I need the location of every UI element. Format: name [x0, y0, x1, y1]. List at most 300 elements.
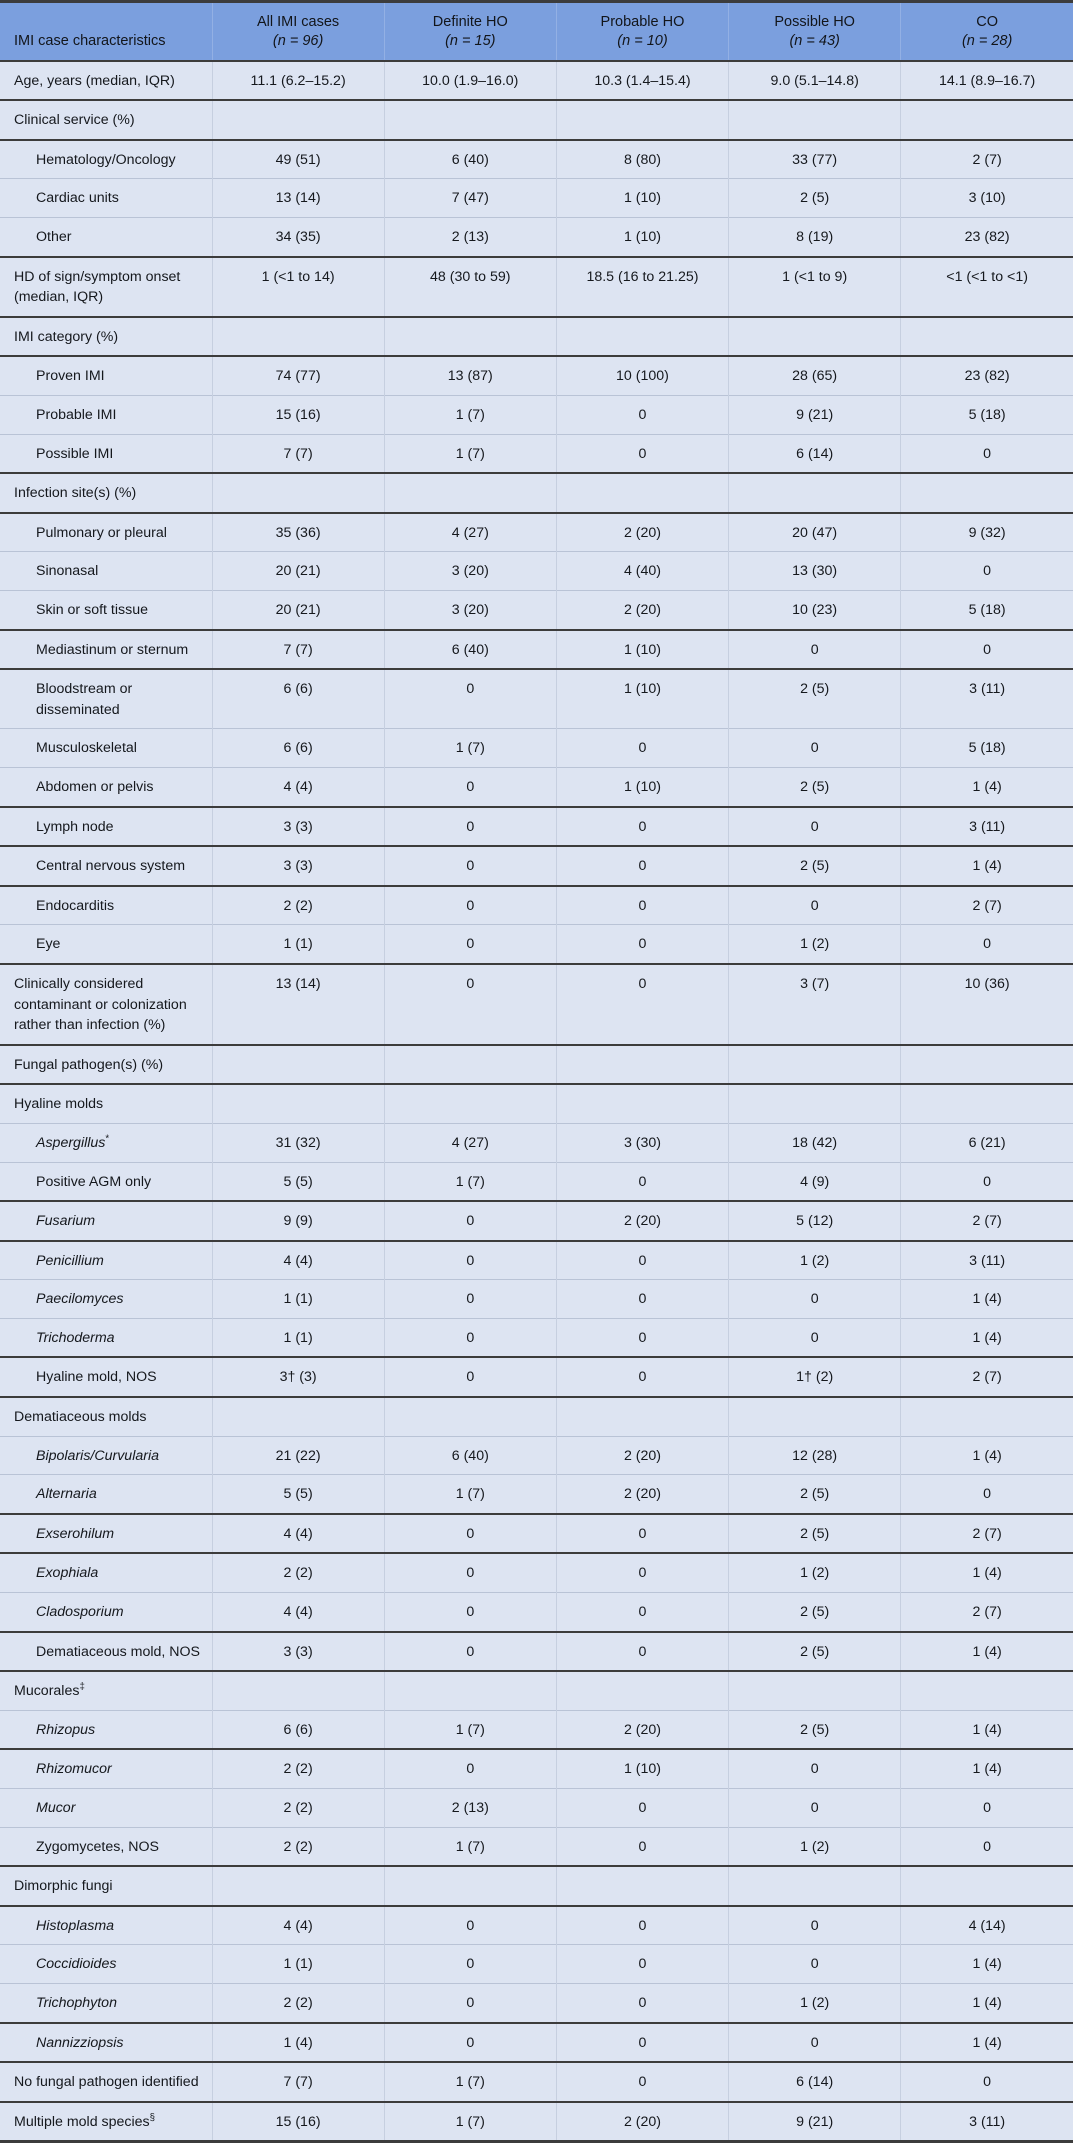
cell-probable-ho: 0	[556, 925, 728, 964]
row-label	[0, 1789, 212, 1828]
header-cell-possible-ho	[729, 3, 901, 61]
row-label-text: Dematiaceous molds	[14, 1409, 147, 1426]
cell-definite-ho: 0	[384, 1983, 556, 2022]
cell-definite-ho: 4 (27)	[384, 1123, 556, 1162]
table-row	[0, 846, 1073, 886]
cell-all-imi-cases: 15 (16)	[212, 396, 384, 435]
cell-all-imi-cases: 3 (3)	[212, 846, 384, 886]
row-label	[0, 552, 212, 591]
row-label-text: Mucor	[36, 1800, 76, 1816]
cell-all-imi-cases: 4 (4)	[212, 1241, 384, 1280]
cell-co: 3 (11)	[901, 1241, 1073, 1280]
table-row	[0, 767, 1073, 806]
cell-possible-ho: 0	[729, 1749, 901, 1788]
row-label	[0, 396, 212, 435]
footnote-marker: §	[149, 2112, 156, 2124]
row-label	[0, 1397, 212, 1436]
cell-definite-ho: 1 (7)	[384, 1710, 556, 1749]
row-label-text: Infection site(s) (%)	[14, 485, 137, 502]
cell-possible-ho: 9 (21)	[729, 396, 901, 435]
row-label-text: Hyaline molds	[14, 1096, 104, 1113]
row-label	[0, 1514, 212, 1554]
cell-possible-ho	[729, 1866, 901, 1906]
cell-co: 6 (21)	[901, 1123, 1073, 1162]
cell-co: 1 (4)	[901, 767, 1073, 806]
cell-all-imi-cases: 4 (4)	[212, 1906, 384, 1945]
cell-probable-ho: 1 (10)	[556, 767, 728, 806]
cell-all-imi-cases	[212, 1084, 384, 1123]
row-label-text: No fungal pathogen identified	[14, 2074, 199, 2091]
cell-all-imi-cases: 34 (35)	[212, 218, 384, 257]
table-row	[0, 434, 1073, 473]
row-label	[0, 846, 212, 886]
cell-all-imi-cases: 49 (51)	[212, 140, 384, 179]
table-section-row	[0, 1045, 1073, 1085]
cell-probable-ho: 4 (40)	[556, 552, 728, 591]
row-label	[0, 1241, 212, 1280]
row-label	[0, 1436, 212, 1475]
table-row	[0, 218, 1073, 257]
row-label	[0, 1357, 212, 1397]
cell-probable-ho: 0	[556, 1983, 728, 2022]
cell-probable-ho: 0	[556, 2062, 728, 2102]
row-label-text: Exserohilum	[36, 1525, 115, 1542]
cell-co: 2 (7)	[901, 1593, 1073, 1632]
cell-probable-ho	[556, 1045, 728, 1085]
row-label	[0, 1945, 212, 1984]
row-label-text: Possible IMI	[36, 445, 114, 462]
cell-possible-ho: 9.0 (5.1–14.8)	[729, 61, 901, 101]
cell-co: 1 (4)	[901, 1749, 1073, 1788]
cell-probable-ho	[556, 1671, 728, 1710]
cell-possible-ho: 2 (5)	[729, 669, 901, 729]
cell-definite-ho: 0	[384, 846, 556, 886]
cell-probable-ho: 3 (30)	[556, 1123, 728, 1162]
cell-co: 0	[901, 1475, 1073, 1514]
cell-definite-ho	[384, 1866, 556, 1906]
row-label-text: Cardiac units	[36, 190, 119, 207]
cell-definite-ho: 0	[384, 1945, 556, 1984]
cell-all-imi-cases: 6 (6)	[212, 1710, 384, 1749]
table-row	[0, 1632, 1073, 1672]
cell-definite-ho: 1 (7)	[384, 396, 556, 435]
cell-probable-ho: 0	[556, 1514, 728, 1554]
cell-co: 2 (7)	[901, 1514, 1073, 1554]
row-label	[0, 1475, 212, 1514]
cell-co: 0	[901, 1789, 1073, 1828]
cell-co: 5 (18)	[901, 591, 1073, 630]
table-row	[0, 1983, 1073, 2022]
cell-probable-ho: 1 (10)	[556, 218, 728, 257]
cell-possible-ho: 0	[729, 886, 901, 925]
cell-definite-ho: 0	[384, 1280, 556, 1319]
table-body	[0, 61, 1073, 2141]
row-label	[0, 1084, 212, 1123]
row-label-text: HD of sign/symptom onset (median, IQR)	[14, 268, 181, 306]
cell-possible-ho: 28 (65)	[729, 356, 901, 395]
row-label-text: Clinically considered contaminant or colonization rather than infection (%)	[14, 975, 187, 1034]
cell-co	[901, 100, 1073, 140]
header-cell-all-imi-cases	[212, 3, 384, 61]
cell-definite-ho: 1 (7)	[384, 434, 556, 473]
cell-all-imi-cases: 2 (2)	[212, 886, 384, 925]
cell-probable-ho: 0	[556, 729, 728, 768]
cell-definite-ho	[384, 1084, 556, 1123]
row-label-text: Mucorales	[14, 1683, 80, 1700]
cell-all-imi-cases: 2 (2)	[212, 1749, 384, 1788]
table-section-row	[0, 317, 1073, 357]
cell-probable-ho: 1 (10)	[556, 1749, 728, 1788]
cell-co: 3 (11)	[901, 2102, 1073, 2141]
cell-all-imi-cases	[212, 1045, 384, 1085]
table-section-row	[0, 100, 1073, 140]
cell-possible-ho: 33 (77)	[729, 140, 901, 179]
table-row	[0, 396, 1073, 435]
cell-probable-ho: 2 (20)	[556, 513, 728, 552]
cell-possible-ho: 0	[729, 1318, 901, 1357]
row-label-text: Other	[36, 229, 72, 246]
row-label-text: Probable IMI	[36, 407, 117, 424]
cell-definite-ho: 0	[384, 2023, 556, 2063]
row-label-text: Rhizomucor	[36, 1761, 112, 1778]
table-row	[0, 925, 1073, 964]
cell-probable-ho: 2 (20)	[556, 1201, 728, 1241]
row-label-text: Bipolaris/Curvularia	[36, 1447, 160, 1464]
table-row	[0, 140, 1073, 179]
cell-possible-ho: 1 (<1 to 9)	[729, 257, 901, 317]
cell-definite-ho: 0	[384, 925, 556, 964]
cell-probable-ho: 2 (20)	[556, 591, 728, 630]
row-label-text: Central nervous system	[36, 858, 186, 875]
cell-probable-ho: 0	[556, 1357, 728, 1397]
row-label	[0, 964, 212, 1045]
cell-co: 2 (7)	[901, 1201, 1073, 1241]
cell-all-imi-cases: 13 (14)	[212, 964, 384, 1045]
table-row	[0, 1710, 1073, 1749]
row-label	[0, 434, 212, 473]
row-label-text: Bloodstream or disseminated	[36, 681, 133, 718]
cell-all-imi-cases: 3 (3)	[212, 1632, 384, 1672]
cell-possible-ho: 0	[729, 1280, 901, 1319]
row-label-text: Abdomen or pelvis	[36, 778, 154, 795]
cell-co	[901, 473, 1073, 513]
cell-probable-ho: 0	[556, 1280, 728, 1319]
row-label-text: Clinical service (%)	[14, 112, 135, 129]
cell-co: 1 (4)	[901, 1632, 1073, 1672]
cell-probable-ho: 8 (80)	[556, 140, 728, 179]
cell-all-imi-cases: 2 (2)	[212, 1983, 384, 2022]
table-section-row	[0, 1084, 1073, 1123]
cell-definite-ho: 0	[384, 1241, 556, 1280]
table-row	[0, 552, 1073, 591]
cell-probable-ho: 0	[556, 1593, 728, 1632]
cell-definite-ho	[384, 473, 556, 513]
cell-probable-ho: 0	[556, 434, 728, 473]
cell-definite-ho: 0	[384, 1318, 556, 1357]
cell-co: 1 (4)	[901, 1945, 1073, 1984]
cell-definite-ho: 0	[384, 767, 556, 806]
cell-all-imi-cases	[212, 1671, 384, 1710]
cell-definite-ho: 0	[384, 1357, 556, 1397]
cell-co: 1 (4)	[901, 846, 1073, 886]
header-cell-probable-ho	[556, 3, 728, 61]
cell-probable-ho: 0	[556, 846, 728, 886]
cell-probable-ho: 0	[556, 1789, 728, 1828]
cell-co: 1 (4)	[901, 1983, 1073, 2022]
cell-all-imi-cases: 5 (5)	[212, 1475, 384, 1514]
cell-all-imi-cases	[212, 1397, 384, 1436]
cell-definite-ho	[384, 100, 556, 140]
row-label	[0, 61, 212, 101]
cell-co: 23 (82)	[901, 356, 1073, 395]
row-label	[0, 2102, 212, 2141]
table-row	[0, 1827, 1073, 1866]
cell-possible-ho: 8 (19)	[729, 218, 901, 257]
cell-probable-ho: 18.5 (16 to 21.25)	[556, 257, 728, 317]
cell-all-imi-cases: 5 (5)	[212, 1162, 384, 1201]
row-label	[0, 1318, 212, 1357]
row-label-text: Penicillium	[36, 1252, 104, 1269]
row-label	[0, 1710, 212, 1749]
cell-probable-ho: 0	[556, 1318, 728, 1357]
table-row	[0, 1514, 1073, 1554]
footnote-marker: *	[105, 1133, 110, 1145]
row-label	[0, 1045, 212, 1085]
cell-definite-ho: 0	[384, 807, 556, 847]
row-label-text: Trichophyton	[36, 1994, 117, 2011]
cell-co: 1 (4)	[901, 1553, 1073, 1592]
cell-probable-ho: 0	[556, 1553, 728, 1592]
cell-all-imi-cases: 2 (2)	[212, 1553, 384, 1592]
cell-all-imi-cases: 31 (32)	[212, 1123, 384, 1162]
cell-co: 0	[901, 2062, 1073, 2102]
cell-possible-ho: 20 (47)	[729, 513, 901, 552]
cell-all-imi-cases: 3 (3)	[212, 807, 384, 847]
cell-definite-ho: 1 (7)	[384, 1162, 556, 1201]
row-label	[0, 356, 212, 395]
row-label-text: Multiple mold species	[14, 2113, 150, 2130]
header-cell-characteristics	[0, 3, 212, 61]
row-label-text: Musculoskeletal	[36, 740, 137, 757]
header-col-n: (n = 15)	[445, 32, 496, 49]
cell-all-imi-cases: 4 (4)	[212, 1514, 384, 1554]
cell-probable-ho: 2 (20)	[556, 1475, 728, 1514]
cell-co: 2 (7)	[901, 140, 1073, 179]
table-row	[0, 1201, 1073, 1241]
cell-probable-ho: 0	[556, 807, 728, 847]
cell-possible-ho: 0	[729, 2023, 901, 2063]
row-label	[0, 1827, 212, 1866]
cell-co: 1 (4)	[901, 1280, 1073, 1319]
header-col-title: All IMI cases	[257, 14, 340, 30]
row-label-text: Eye	[36, 936, 61, 953]
cell-possible-ho	[729, 1084, 901, 1123]
cell-all-imi-cases: 4 (4)	[212, 767, 384, 806]
row-label	[0, 729, 212, 768]
row-label	[0, 218, 212, 257]
cell-all-imi-cases: 1 (1)	[212, 1318, 384, 1357]
row-label-text: Lymph node	[36, 818, 114, 835]
cell-probable-ho: 0	[556, 1906, 728, 1945]
table-row	[0, 257, 1073, 317]
cell-all-imi-cases: 2 (2)	[212, 1827, 384, 1866]
row-label	[0, 100, 212, 140]
row-label-text: Hyaline mold, NOS	[36, 1369, 157, 1386]
cell-co: 0	[901, 630, 1073, 670]
header-col-n: (n = 28)	[961, 32, 1013, 49]
table-row	[0, 179, 1073, 218]
cell-probable-ho: 1 (10)	[556, 630, 728, 670]
row-label	[0, 179, 212, 218]
cell-definite-ho: 10.0 (1.9–16.0)	[384, 61, 556, 101]
row-label	[0, 669, 212, 729]
cell-all-imi-cases: 1 (1)	[212, 1945, 384, 1984]
header-cell-co	[901, 3, 1073, 61]
header-col-n: (n = 10)	[617, 32, 668, 49]
cell-possible-ho: 5 (12)	[729, 1201, 901, 1241]
cell-probable-ho	[556, 473, 728, 513]
cell-co: 4 (14)	[901, 1906, 1073, 1945]
cell-definite-ho: 1 (7)	[384, 1827, 556, 1866]
cell-all-imi-cases: 6 (6)	[212, 669, 384, 729]
cell-possible-ho: 3 (7)	[729, 964, 901, 1045]
cell-probable-ho	[556, 100, 728, 140]
cell-probable-ho	[556, 317, 728, 357]
row-label-text: IMI category (%)	[14, 328, 119, 345]
table-row	[0, 1280, 1073, 1319]
cell-co: 0	[901, 552, 1073, 591]
table-row	[0, 61, 1073, 101]
cell-probable-ho: 0	[556, 1827, 728, 1866]
cell-all-imi-cases: 1 (1)	[212, 925, 384, 964]
row-label	[0, 1162, 212, 1201]
cell-possible-ho: 4 (9)	[729, 1162, 901, 1201]
row-label	[0, 630, 212, 670]
cell-definite-ho: 1 (7)	[384, 1475, 556, 1514]
cell-possible-ho: 0	[729, 1789, 901, 1828]
cell-probable-ho: 0	[556, 396, 728, 435]
row-label	[0, 1553, 212, 1592]
cell-co	[901, 1866, 1073, 1906]
cell-definite-ho	[384, 317, 556, 357]
cell-definite-ho: 0	[384, 1553, 556, 1592]
cell-probable-ho: 2 (20)	[556, 1436, 728, 1475]
row-label-text: Positive AGM only	[36, 1173, 152, 1190]
cell-co: 10 (36)	[901, 964, 1073, 1045]
table-row	[0, 1593, 1073, 1632]
cell-all-imi-cases: 7 (7)	[212, 434, 384, 473]
table-row	[0, 630, 1073, 670]
row-label	[0, 140, 212, 179]
row-label-text: Dematiaceous mold, NOS	[36, 1643, 201, 1660]
cell-co: 1 (4)	[901, 1436, 1073, 1475]
cell-co: 3 (10)	[901, 179, 1073, 218]
cell-probable-ho: 0	[556, 1632, 728, 1672]
cell-all-imi-cases	[212, 1866, 384, 1906]
cell-probable-ho: 0	[556, 1945, 728, 1984]
row-label	[0, 317, 212, 357]
row-label-text: Age, years (median, IQR)	[14, 72, 175, 89]
cell-definite-ho	[384, 1671, 556, 1710]
cell-co: 14.1 (8.9–16.7)	[939, 72, 1036, 89]
table-row	[0, 1553, 1073, 1592]
header-label-text: IMI case characteristics	[14, 32, 166, 49]
cell-possible-ho: 2 (5)	[729, 1710, 901, 1749]
header-col-n: (n = 43)	[789, 32, 840, 49]
cell-possible-ho: 0	[729, 1945, 901, 1984]
row-label-text: Trichoderma	[36, 1329, 115, 1346]
cell-all-imi-cases: 11.1 (6.2–15.2)	[212, 61, 384, 101]
row-label	[0, 925, 212, 964]
cell-possible-ho: 0	[729, 630, 901, 670]
table-row	[0, 1749, 1073, 1788]
table-row	[0, 591, 1073, 630]
row-label-text: Sinonasal	[36, 563, 99, 580]
row-label-text: Cladosporium	[36, 1604, 124, 1621]
cell-all-imi-cases	[212, 317, 384, 357]
table-section-row	[0, 1397, 1073, 1436]
cell-possible-ho: 10 (23)	[729, 591, 901, 630]
row-label-text: Exophiala	[36, 1565, 99, 1582]
cell-probable-ho: 1 (10)	[556, 669, 728, 729]
row-label-text: Aspergillus	[36, 1134, 106, 1151]
cell-co: 2 (7)	[901, 1357, 1073, 1397]
cell-all-imi-cases: 2 (2)	[212, 1789, 384, 1828]
row-label	[0, 1671, 212, 1710]
cell-possible-ho: 6 (14)	[729, 434, 901, 473]
cell-probable-ho: 10.3 (1.4–15.4)	[556, 61, 728, 101]
cell-co: 0	[901, 925, 1073, 964]
cell-probable-ho: 0	[556, 1241, 728, 1280]
cell-definite-ho: 48 (30 to 59)	[384, 257, 556, 317]
cell-co: 1 (4)	[901, 2023, 1073, 2063]
cell-all-imi-cases: 7 (7)	[212, 630, 384, 670]
cell-definite-ho: 0	[384, 964, 556, 1045]
cell-probable-ho: 0	[556, 964, 728, 1045]
table-row	[0, 2102, 1073, 2141]
cell-definite-ho: 6 (40)	[384, 1436, 556, 1475]
cell-definite-ho: 6 (40)	[384, 630, 556, 670]
cell-definite-ho	[384, 1045, 556, 1085]
cell-all-imi-cases: 1 (<1 to 14)	[212, 257, 384, 317]
cell-definite-ho: 1 (7)	[384, 2102, 556, 2141]
cell-probable-ho	[556, 1084, 728, 1123]
cell-definite-ho: 2 (13)	[384, 218, 556, 257]
cell-definite-ho: 0	[384, 886, 556, 925]
table-row	[0, 1906, 1073, 1945]
table-section-row	[0, 1866, 1073, 1906]
row-label-text: Nannizziopsis	[36, 2034, 124, 2051]
cell-possible-ho: 1 (2)	[729, 1827, 901, 1866]
cell-definite-ho: 0	[384, 1593, 556, 1632]
cell-probable-ho	[556, 1866, 728, 1906]
cell-probable-ho: 2 (20)	[556, 2102, 728, 2141]
cell-possible-ho: 6 (14)	[729, 2062, 901, 2102]
row-label	[0, 1749, 212, 1788]
header-col-title: Possible HO	[774, 14, 855, 30]
header-cell-definite-ho	[384, 3, 556, 61]
cell-all-imi-cases: 4 (4)	[212, 1593, 384, 1632]
cell-possible-ho: 9 (21)	[729, 2102, 901, 2141]
row-label	[0, 767, 212, 806]
cell-possible-ho: 0	[729, 807, 901, 847]
row-label-text: Mediastinum or sternum	[36, 641, 189, 658]
cell-all-imi-cases: 20 (21)	[212, 591, 384, 630]
cell-possible-ho: 1 (2)	[729, 925, 901, 964]
cell-definite-ho: 6 (40)	[384, 140, 556, 179]
row-label-text: Dimorphic fungi	[14, 1878, 113, 1895]
cell-probable-ho: 1 (10)	[556, 179, 728, 218]
